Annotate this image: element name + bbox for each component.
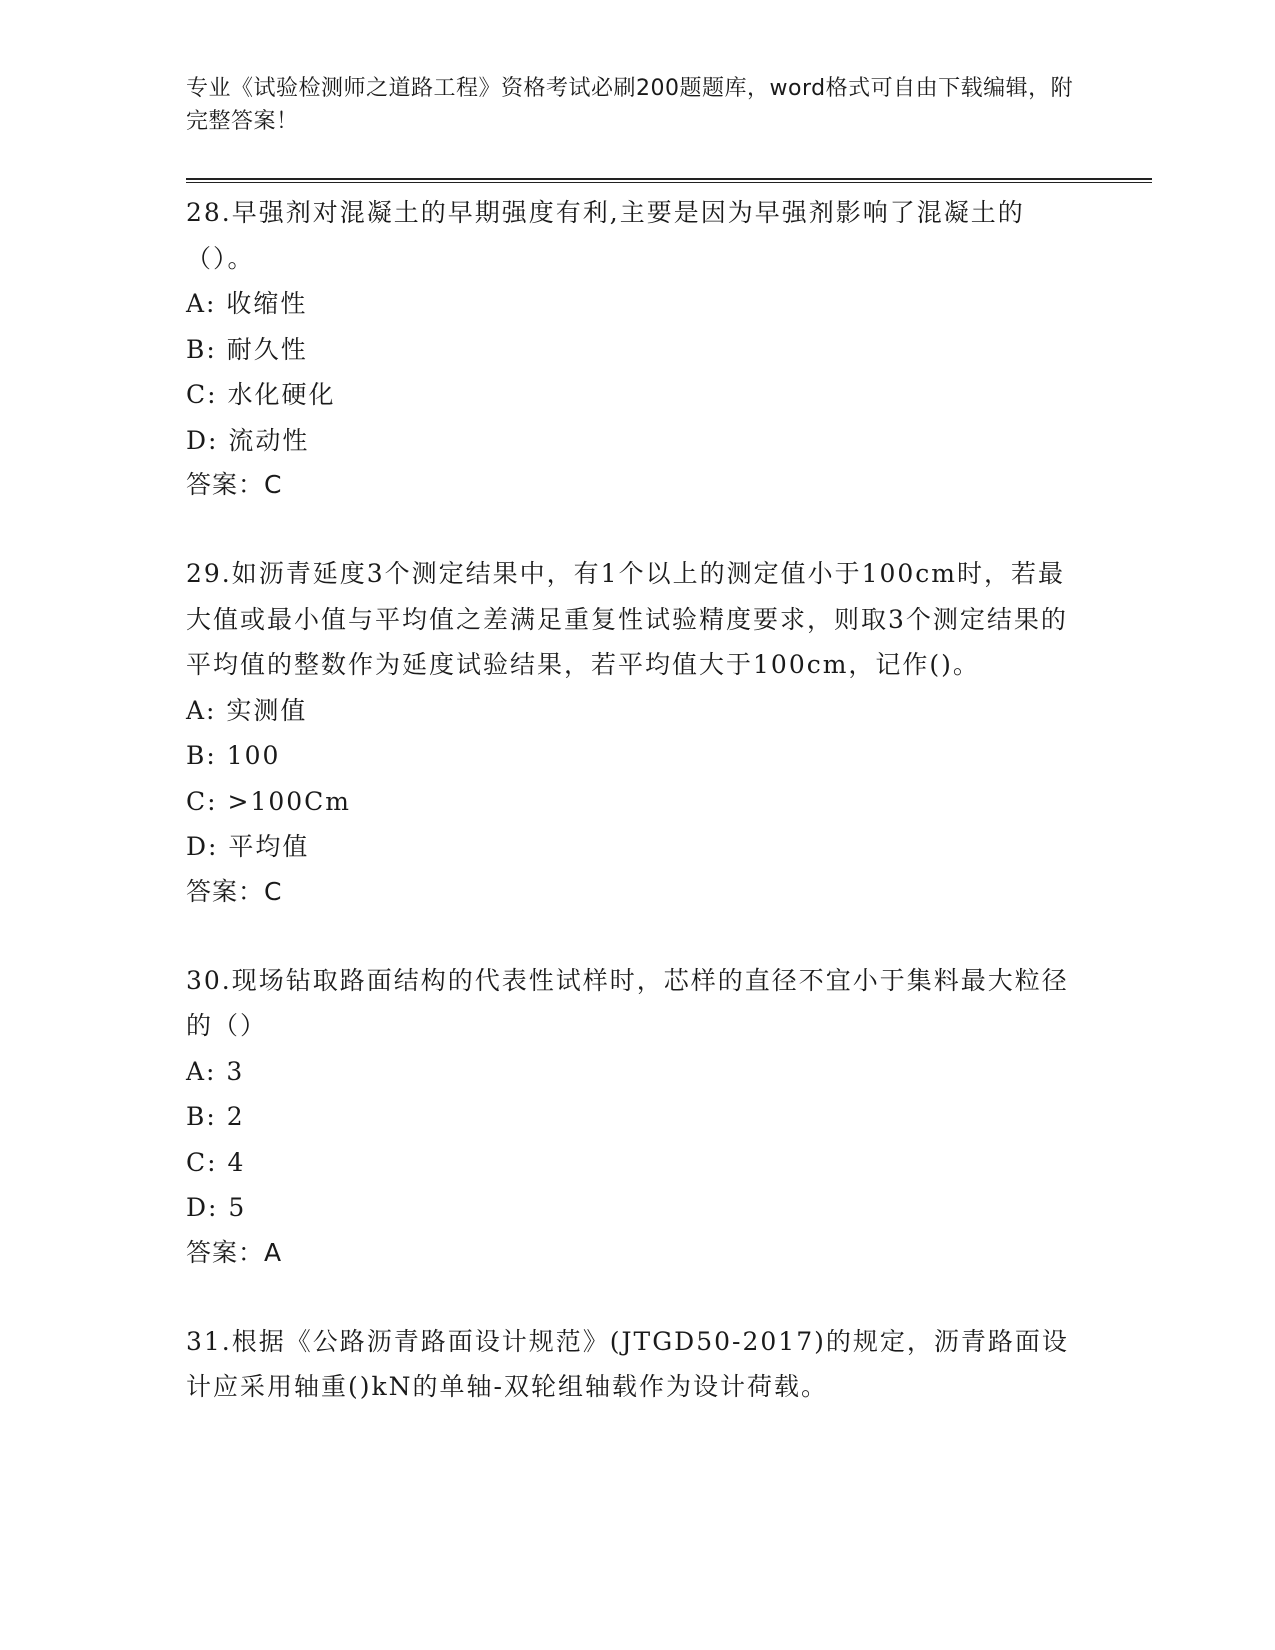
option-d: D: 5	[186, 1193, 247, 1222]
option-a: A: 收缩性	[186, 289, 308, 318]
option-c: C: 水化硬化	[186, 380, 336, 409]
option-d: D: 流动性	[186, 425, 310, 455]
header-divider	[186, 178, 1152, 183]
question-text: 30.现场钻取路面结构的代表性试样时，芯样的直径不宜小于集料最大粒径的（）	[186, 965, 1069, 1040]
answer: 答案：A	[186, 1237, 283, 1267]
option-b: B: 2	[186, 1102, 245, 1131]
question-29	[186, 551, 1086, 914]
option-c: C: 4	[186, 1147, 246, 1177]
question-text: 28.早强剂对混凝土的早期强度有利,主要是因为早强剂影响了混凝土的（）。	[186, 198, 1025, 273]
option-a: A: 实测值	[186, 695, 308, 725]
question-list	[186, 190, 1086, 1410]
question-28	[186, 190, 1086, 507]
header-text: 专业《试验检测师之道路工程》资格考试必刷200题题库，word格式可自由下载编辑，附完整答案！	[186, 76, 1074, 134]
answer: 答案：C	[186, 470, 283, 499]
option-c: C: >100Cm	[186, 786, 351, 816]
question-30	[186, 958, 1086, 1275]
option-b: B: 耐久性	[186, 334, 308, 364]
option-b: B: 100	[186, 741, 281, 770]
option-a: A: 3	[186, 1056, 245, 1086]
answer: 答案：C	[186, 876, 283, 906]
question-text: 31.根据《公路沥青路面设计规范》(JTGD50-2017)的规定，沥青路面设计应采用轴重()kN的单轴-双轮组轴载作为设计荷载。	[186, 1326, 1069, 1401]
option-d: D: 平均值	[186, 832, 310, 861]
page-header	[186, 72, 1086, 138]
question-text: 29.如沥青延度3个测定结果中，有1个以上的测定值小于100cm时，若最大值或最小值与平均值之差满足重复性试验精度要求，则取3个测定结果的平均值的整数作为延度试验结果，若平均值大于100cm，记作()。	[186, 559, 1068, 679]
question-31	[186, 1319, 1086, 1410]
